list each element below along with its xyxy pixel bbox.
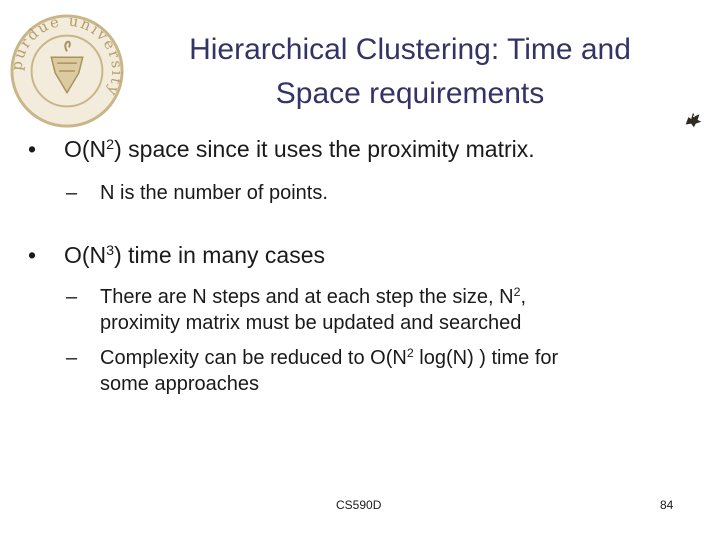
university-seal-icon xyxy=(8,12,126,130)
svg-text:purdue university: purdue university xyxy=(8,12,126,100)
sub-bullet-line-1-after: , xyxy=(520,286,527,308)
footer-page-number: 84 xyxy=(660,498,674,512)
bullet-time-complexity xyxy=(28,242,325,269)
bullet-text-after: ) time in many cases xyxy=(114,242,326,268)
dash-marker: – xyxy=(66,286,78,308)
sub-bullet-line-2: proximity matrix must be updated and searched xyxy=(100,312,522,334)
gryphon-icon xyxy=(682,108,704,130)
sub-bullet-n-definition xyxy=(66,180,328,206)
superscript: 2 xyxy=(406,346,414,361)
bullet-text-before: O(N xyxy=(64,136,107,162)
superscript: 2 xyxy=(513,285,521,300)
sub-bullet-line-1-after: log(N) ) time for xyxy=(413,347,559,369)
title-line-1: Hierarchical Clustering: Time and xyxy=(189,33,631,66)
sub-bullet-line-1-before: Complexity can be reduced to O(N xyxy=(100,347,407,369)
bullet-text-before: O(N xyxy=(64,242,107,268)
slide-title xyxy=(130,28,690,116)
dash-marker: – xyxy=(66,347,78,369)
bullet-marker: • xyxy=(28,242,37,268)
superscript: 3 xyxy=(106,243,115,260)
sub-bullet-line-2: some approaches xyxy=(100,373,259,395)
footer-course-code: CS590D xyxy=(336,498,382,512)
superscript: 2 xyxy=(106,137,115,154)
sub-bullet-text: N is the number of points. xyxy=(100,182,328,204)
title-line-2: Space requirements xyxy=(275,77,545,110)
dash-marker: – xyxy=(66,182,78,204)
bullet-marker: • xyxy=(28,136,37,162)
sub-bullet-line-1-before: There are N steps and at each step the size, N xyxy=(100,286,514,308)
bullet-text-after: ) space since it uses the proximity matrix. xyxy=(114,136,535,162)
sub-bullet-n-steps xyxy=(66,284,526,336)
sub-bullet-reduced-complexity xyxy=(66,345,558,397)
bullet-space-complexity xyxy=(28,136,535,163)
